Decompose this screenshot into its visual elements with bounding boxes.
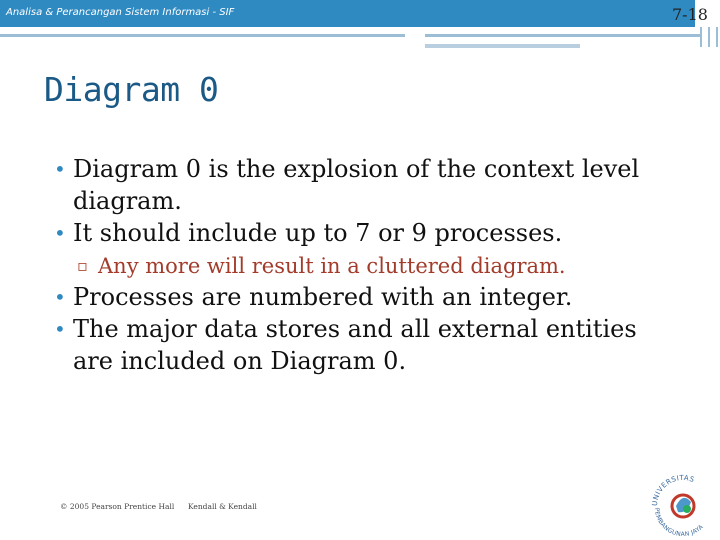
course-title: Analisa & Perancangan Sistem Informasi - SIF [6,7,235,18]
square-bullet-icon: ▫ [77,256,88,275]
bullet-text: The major data stores and all external entities are included on Diagram 0. [73,315,637,375]
decorative-line [716,27,718,47]
footer-copyright: © 2005 Pearson Prentice Hall [60,502,175,511]
bullet-dot-icon: • [54,157,66,181]
decorative-line [708,27,710,47]
bullet-list [0,153,720,377]
header-bar [0,0,695,27]
bullet-item [0,153,663,217]
bullet-item [0,313,663,377]
decorative-line [700,27,702,47]
university-seal-icon [645,462,720,540]
footer-authors: Kendall & Kendall [188,502,257,511]
bullet-dot-icon: • [54,285,66,309]
slide-title: Diagram 0 [44,70,219,109]
seal-text-bottom: PEMBANGUNAN JAYA [652,507,705,539]
bullet-item [0,281,663,313]
bullet-dot-icon: • [54,317,66,341]
page-number: 7-18 [672,5,708,24]
sub-bullet-item [0,251,720,281]
bullet-text: Diagram 0 is the explosion of the context level diagram. [73,155,640,215]
bullet-item [0,217,663,249]
decorative-stripe [425,34,700,37]
decorative-gap [405,30,425,38]
sub-bullet-text: Any more will result in a cluttered diagram. [98,254,566,278]
bullet-dot-icon: • [54,221,66,245]
decorative-stripe [0,34,405,37]
bullet-text: Processes are numbered with an integer. [73,283,573,311]
bullet-text: It should include up to 7 or 9 processes. [73,219,563,247]
decorative-stripe [425,44,580,48]
seal-text-top: UNIVERSITAS [650,473,696,507]
